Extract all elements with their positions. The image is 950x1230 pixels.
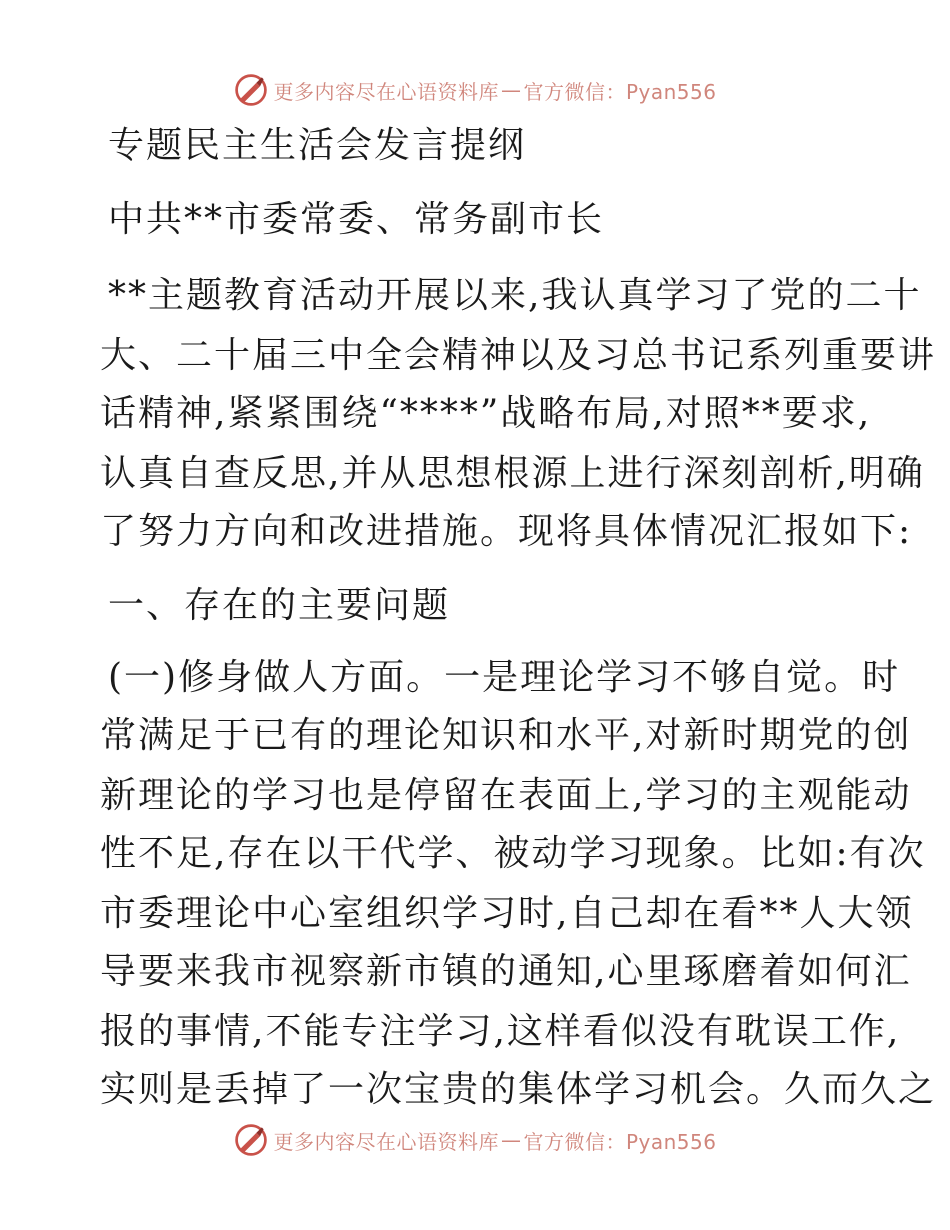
header-watermark — [0, 68, 950, 112]
footer-watermark — [0, 1118, 950, 1162]
intro-line: **主题教育活动开展以来,我认真学习了党的二十 — [108, 275, 922, 316]
watermark-separator: — — [500, 1128, 522, 1152]
body-line: 性不足,存在以干代学、被动学习现象。比如:有次 — [100, 833, 926, 874]
body-line: 报的事情,不能专注学习,这样看似没有耽误工作, — [100, 1011, 901, 1052]
body-line: (一)修身做人方面。一是理论学习不够自觉。时 — [108, 657, 901, 698]
watermark-separator: — — [500, 78, 522, 102]
watermark-text: 更多内容尽在心语资料库 — [273, 1129, 499, 1154]
pen-nib-logo-icon — [233, 72, 269, 108]
pen-nib-logo-icon — [233, 1122, 269, 1158]
body-line: 新理论的学习也是停留在表面上,学习的主观能动 — [100, 775, 912, 816]
intro-line: 话精神,紧紧围绕“****”战略布局,对照**要求, — [100, 393, 872, 434]
section-heading: 一、存在的主要问题 — [108, 585, 451, 626]
body-line: 导要来我市视察新市镇的通知,心里琢磨着如何汇 — [100, 951, 912, 992]
watermark-contact: 官方微信：Pyan556 — [523, 1129, 717, 1154]
document-title: 专题民主生活会发言提纲 — [108, 125, 527, 166]
intro-line: 了努力方向和改进措施。现将具体情况汇报如下: — [100, 511, 913, 552]
body-line: 常满足于已有的理论知识和水平,对新时期党的创 — [100, 715, 912, 756]
body-line: 市委理论中心室组织学习时,自己却在看**人大领 — [100, 893, 914, 934]
document-author: 中共**市委常委、常务副市长 — [108, 199, 605, 240]
intro-line: 认真自查反思,并从思想根源上进行深刻剖析,明确 — [100, 453, 925, 494]
intro-line: 大、二十届三中全会精神以及习总书记系列重要讲 — [100, 335, 937, 376]
watermark-text: 更多内容尽在心语资料库 — [273, 79, 499, 104]
watermark-contact: 官方微信：Pyan556 — [523, 79, 717, 104]
body-line: 实则是丢掉了一次宝贵的集体学习机会。久而久之 — [100, 1069, 937, 1110]
